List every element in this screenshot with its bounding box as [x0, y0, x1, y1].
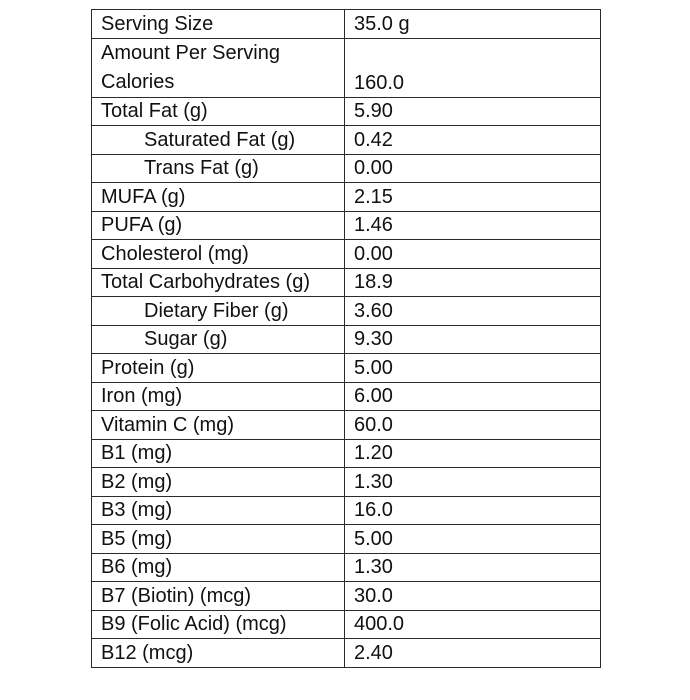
nutrient-row: [92, 439, 601, 468]
nutrient-value: 0.42: [345, 126, 601, 155]
nutrient-value: 1.20: [345, 439, 601, 468]
nutrition-table-body: [92, 10, 601, 668]
nutrient-label: Cholesterol (mg): [92, 240, 345, 269]
nutrient-label: B1 (mg): [92, 439, 345, 468]
nutrition-table: [91, 9, 601, 668]
serving-size-row: [92, 10, 601, 39]
nutrient-label: B6 (mg): [92, 553, 345, 582]
nutrient-row: [92, 325, 601, 354]
nutrient-value: 16.0: [345, 496, 601, 525]
nutrient-row: [92, 183, 601, 212]
nutrient-row: [92, 582, 601, 611]
nutrient-value: 18.9: [345, 268, 601, 297]
nutrient-row: [92, 525, 601, 554]
nutrient-value: 9.30: [345, 325, 601, 354]
nutrient-row: [92, 468, 601, 497]
nutrient-row: [92, 496, 601, 525]
nutrient-label: Vitamin C (mg): [92, 411, 345, 440]
nutrient-label: Saturated Fat (g): [92, 126, 345, 155]
nutrient-label: Trans Fat (g): [92, 154, 345, 183]
nutrient-row: [92, 354, 601, 383]
amount-per-serving-heading: Amount Per Serving: [101, 41, 280, 64]
nutrient-value: 5.90: [345, 97, 601, 126]
nutrient-value: 0.00: [345, 154, 601, 183]
nutrient-row: [92, 268, 601, 297]
nutrient-row: [92, 610, 601, 639]
nutrient-label: Dietary Fiber (g): [92, 297, 345, 326]
nutrient-value: 2.15: [345, 183, 601, 212]
nutrient-value: 2.40: [345, 639, 601, 668]
nutrient-label: B9 (Folic Acid) (mcg): [92, 610, 345, 639]
nutrient-row: [92, 240, 601, 269]
nutrient-label: B12 (mcg): [92, 639, 345, 668]
calories-row: [92, 38, 601, 97]
calories-value: 160.0: [345, 38, 601, 97]
nutrient-value: 1.30: [345, 553, 601, 582]
nutrient-value: 30.0: [345, 582, 601, 611]
nutrient-row: [92, 126, 601, 155]
calories-label-cell: [92, 38, 345, 97]
nutrient-value: 60.0: [345, 411, 601, 440]
nutrient-label: B2 (mg): [92, 468, 345, 497]
nutrient-value: 5.00: [345, 354, 601, 383]
nutrient-label: Protein (g): [92, 354, 345, 383]
nutrient-label: Iron (mg): [92, 382, 345, 411]
nutrient-value: 0.00: [345, 240, 601, 269]
nutrient-label: Total Fat (g): [92, 97, 345, 126]
nutrient-row: [92, 154, 601, 183]
nutrient-row: [92, 97, 601, 126]
calories-label: Calories: [101, 70, 175, 93]
nutrient-value: 1.30: [345, 468, 601, 497]
nutrient-value: 3.60: [345, 297, 601, 326]
nutrient-value: 1.46: [345, 211, 601, 240]
nutrient-row: [92, 639, 601, 668]
serving-size-value: 35.0 g: [345, 10, 601, 39]
nutrient-row: [92, 382, 601, 411]
nutrient-label: PUFA (g): [92, 211, 345, 240]
nutrient-row: [92, 411, 601, 440]
nutrient-value: 6.00: [345, 382, 601, 411]
nutrient-label: B5 (mg): [92, 525, 345, 554]
nutrient-label: Total Carbohydrates (g): [92, 268, 345, 297]
nutrient-label: MUFA (g): [92, 183, 345, 212]
nutrient-row: [92, 297, 601, 326]
nutrient-value: 400.0: [345, 610, 601, 639]
nutrient-label: B3 (mg): [92, 496, 345, 525]
nutrient-row: [92, 211, 601, 240]
nutrient-value: 5.00: [345, 525, 601, 554]
nutrient-label: B7 (Biotin) (mcg): [92, 582, 345, 611]
nutrient-label: Sugar (g): [92, 325, 345, 354]
serving-size-label: Serving Size: [92, 10, 345, 39]
nutrient-row: [92, 553, 601, 582]
